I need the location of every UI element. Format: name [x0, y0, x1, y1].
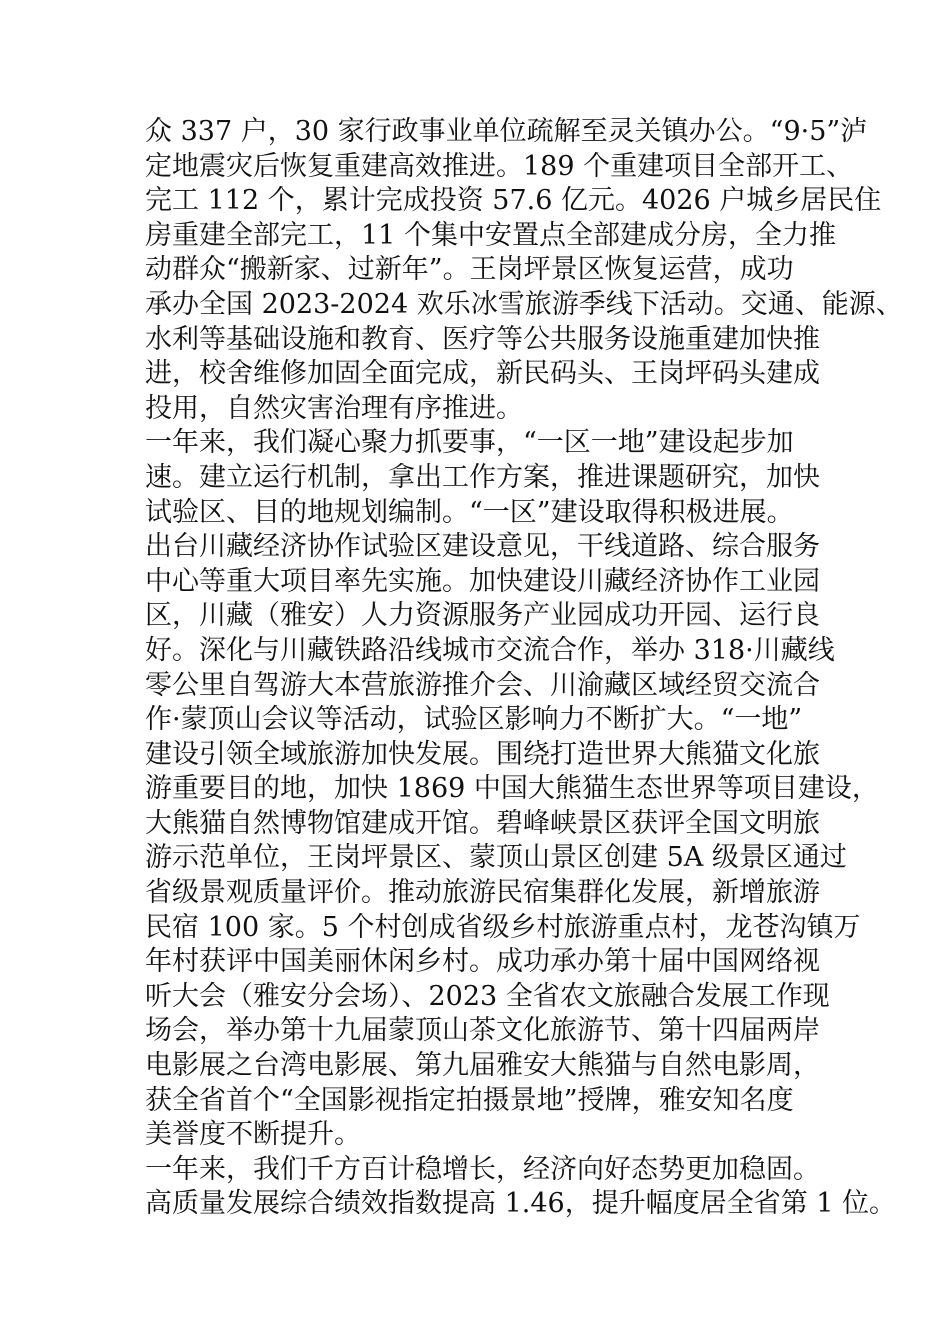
text-line: 完工 112 个，累计完成投资 57.6 亿元。4026 户城乡居民住 — [145, 185, 882, 217]
text-line: 速。建立运行机制，拿出工作方案，推进课题研究，加快 — [145, 461, 820, 493]
text-line: 电影展之台湾电影展、第九届雅安大熊猫与自然电影周， — [145, 1050, 820, 1082]
text-line: 出台川藏经济协作试验区建设意见，干线道路、综合服务 — [145, 531, 820, 563]
text-line: 定地震灾后恢复重建高效推进。189 个重建项目全部开工、 — [145, 150, 854, 182]
text-line: 好。深化与川藏铁路沿线城市交流合作，举办 318·川藏线 — [145, 634, 835, 666]
text-line: 高质量发展综合绩效指数提高 1.46，提升幅度居全省第 1 位。 — [145, 1188, 897, 1220]
text-line: 区，川藏（雅安）人力资源服务产业园成功开园、运行良 — [145, 600, 820, 632]
text-line: 进，校舍维修加固全面完成，新民码头、王岗坪码头建成 — [145, 358, 820, 390]
text-line: 听大会（雅安分会场）、2023 全省农文旅融合发展工作现 — [145, 980, 830, 1012]
text-line: 一年来，我们千方百计稳增长，经济向好态势更加稳固。 — [145, 1153, 820, 1185]
text-line: 大熊猫自然博物馆建成开馆。碧峰峡景区获评全国文明旅 — [145, 807, 820, 839]
body-text — [145, 115, 903, 1222]
text-line: 承办全国 2023-2024 欢乐冰雪旅游季线下活动。交通、能源、 — [145, 288, 903, 320]
text-line: 动群众“搬新家、过新年”。王岗坪景区恢复运营，成功 — [145, 254, 794, 286]
text-line: 省级景观质量评价。推动旅游民宿集群化发展，新增旅游 — [145, 877, 820, 909]
text-line: 游示范单位，王岗坪景区、蒙顶山景区创建 5A 级景区通过 — [145, 842, 847, 874]
text-line: 一年来，我们凝心聚力抓要事，“一区一地”建设起步加 — [145, 427, 794, 459]
text-line: 年村获评中国美丽休闲乡村。成功承办第十届中国网络视 — [145, 946, 820, 978]
text-line: 水利等基础设施和教育、医疗等公共服务设施重建加快推 — [145, 323, 820, 355]
text-line: 零公里自驾游大本营旅游推介会、川渝藏区域经贸交流合 — [145, 669, 820, 701]
text-line: 试验区、目的地规划编制。“一区”建设取得积极进展。 — [145, 496, 794, 528]
text-line: 获全省首个“全国影视指定拍摄景地”授牌，雅安知名度 — [145, 1084, 794, 1116]
text-line: 民宿 100 家。5 个村创成省级乡村旅游重点村，龙苍沟镇万 — [145, 911, 861, 943]
text-line: 建设引领全域旅游加快发展。围绕打造世界大熊猫文化旅 — [145, 738, 820, 770]
text-line: 众 337 户，30 家行政事业单位疏解至灵关镇办公。“9·5”泸 — [145, 116, 868, 147]
text-line: 场会，举办第十九届蒙顶山茶文化旅游节、第十四届两岸 — [145, 1015, 820, 1047]
text-line: 投用，自然灾害治理有序推进。 — [145, 392, 523, 424]
text-line: 游重要目的地，加快 1869 中国大熊猫生态世界等项目建设， — [145, 773, 879, 805]
text-line: 美誉度不断提升。 — [145, 1119, 361, 1151]
text-line: 房重建全部完工，11 个集中安置点全部建成分房，全力推 — [145, 219, 836, 251]
text-line: 作·蒙顶山会议等活动，试验区影响力不断扩大。“一地” — [145, 704, 803, 736]
text-line: 中心等重大项目率先实施。加快建设川藏经济协作工业园 — [145, 565, 820, 597]
